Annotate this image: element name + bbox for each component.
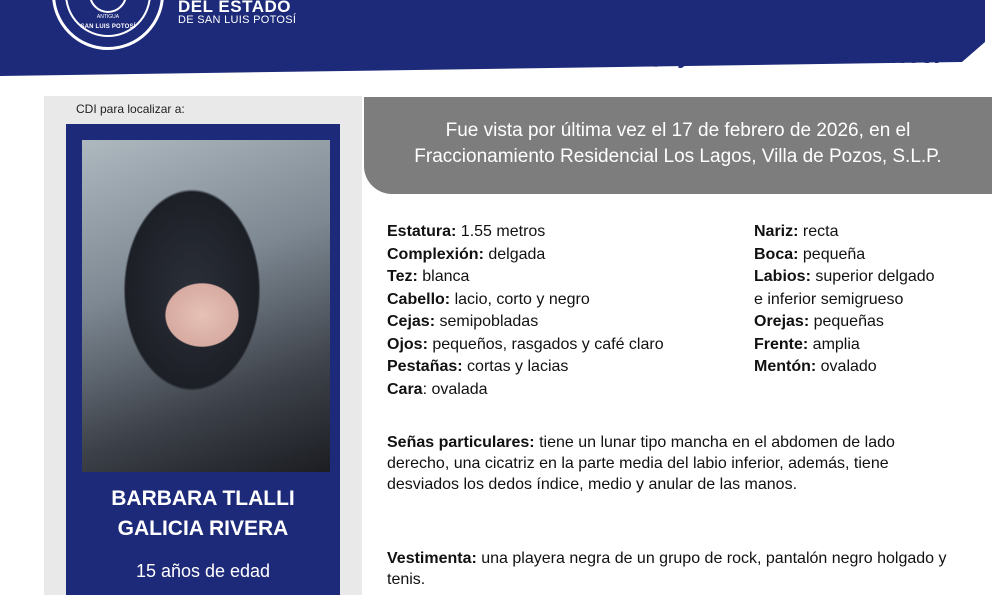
attr-row bbox=[387, 266, 737, 289]
attr-label: Nariz: bbox=[754, 223, 799, 240]
attr-label: Mentón: bbox=[754, 358, 817, 375]
attr-row bbox=[754, 311, 974, 334]
cdi-label: CDI para localizar a: bbox=[76, 102, 185, 116]
seal-text: SAN LUIS POTOSÍ bbox=[80, 24, 136, 30]
attr-label: Cejas: bbox=[387, 313, 436, 330]
attr-label: Ojos: bbox=[387, 335, 428, 353]
attr-row bbox=[387, 244, 737, 267]
attr-value: delgada bbox=[483, 245, 546, 263]
attr-row bbox=[387, 356, 737, 379]
vestimenta-label: Vestimenta: bbox=[387, 550, 477, 567]
attr-value: amplia bbox=[808, 335, 860, 353]
attr-row bbox=[754, 356, 974, 379]
last-seen-line2: Fraccionamiento Residencial Los Lagos, Villa de Pozos, S.L.P. bbox=[414, 146, 942, 167]
senas-value: tiene un lunar tipo mancha en el abdomen de lado derecho, una cicatriz en la parte media del labio inferior, además, tiene desviados los dedos índice, medio y anular de las manos. bbox=[387, 434, 895, 493]
person-age: 15 años de edad bbox=[135, 561, 271, 581]
attr-label: Frente: bbox=[754, 335, 809, 353]
org-name-line1: DEL ESTADO bbox=[178, 0, 291, 16]
attr-label: Cara bbox=[387, 380, 423, 398]
person-name-line1: BARBARA TLALLI bbox=[111, 487, 295, 510]
attr-value: : ovalada bbox=[422, 380, 488, 398]
attr-row bbox=[754, 244, 974, 267]
attr-label: Complexión: bbox=[387, 245, 484, 263]
attr-value: cortas y lacias bbox=[462, 358, 569, 375]
attr-value: pequeña bbox=[798, 245, 866, 263]
person-photo bbox=[82, 140, 330, 472]
distinguishing-marks bbox=[387, 432, 947, 495]
attr-label: Orejas: bbox=[754, 313, 810, 330]
last-seen-line1: Fue vista por última vez el 17 de febrero de 2026, en el bbox=[445, 120, 911, 141]
attr-label: Boca: bbox=[754, 245, 799, 263]
attr-value: e inferior semigrueso bbox=[754, 290, 904, 308]
clothing-description bbox=[387, 548, 947, 590]
tagline: ¡Ayúdanos a localizarles! bbox=[653, 42, 942, 69]
attr-value: lacio, corto y negro bbox=[450, 290, 590, 308]
last-seen-text bbox=[364, 118, 992, 170]
senas-label: Señas particulares: bbox=[387, 434, 535, 451]
attr-value: blanca bbox=[417, 268, 470, 285]
attr-row bbox=[387, 311, 737, 334]
attr-row bbox=[387, 334, 737, 357]
attr-row bbox=[387, 379, 737, 402]
attr-label: Labios: bbox=[754, 268, 811, 285]
attr-label: Tez: bbox=[387, 268, 418, 285]
attributes-left bbox=[387, 221, 737, 401]
seal-small-text: ANTIGUA bbox=[96, 14, 120, 20]
attributes-right bbox=[754, 221, 974, 379]
attr-value: pequeños, rasgados y café claro bbox=[427, 335, 664, 353]
attr-row bbox=[754, 334, 974, 357]
attr-label: Estatura: bbox=[387, 223, 457, 240]
attr-value: pequeñas bbox=[809, 313, 884, 330]
attr-value: ovalado bbox=[816, 358, 877, 375]
attr-value: 1.55 metros bbox=[456, 223, 546, 240]
attr-value: recta bbox=[798, 223, 839, 240]
attr-row bbox=[754, 289, 974, 312]
attr-label: Cabello: bbox=[387, 290, 451, 308]
attr-row bbox=[387, 289, 737, 312]
vestimenta-value: una playera negra de un grupo de rock, pantalón negro holgado y tenis. bbox=[387, 550, 947, 588]
attr-label: Pestañas: bbox=[387, 358, 463, 375]
person-name bbox=[66, 484, 340, 544]
org-name-line2: DE SAN LUIS POTOSÍ bbox=[178, 14, 297, 26]
person-name-line2: GALICIA RIVERA bbox=[117, 517, 289, 540]
attr-value: superior delgado bbox=[810, 268, 935, 285]
attr-value: semipobladas bbox=[435, 313, 539, 330]
attr-row bbox=[387, 221, 737, 244]
attr-row bbox=[754, 221, 974, 244]
attr-row bbox=[754, 266, 974, 289]
